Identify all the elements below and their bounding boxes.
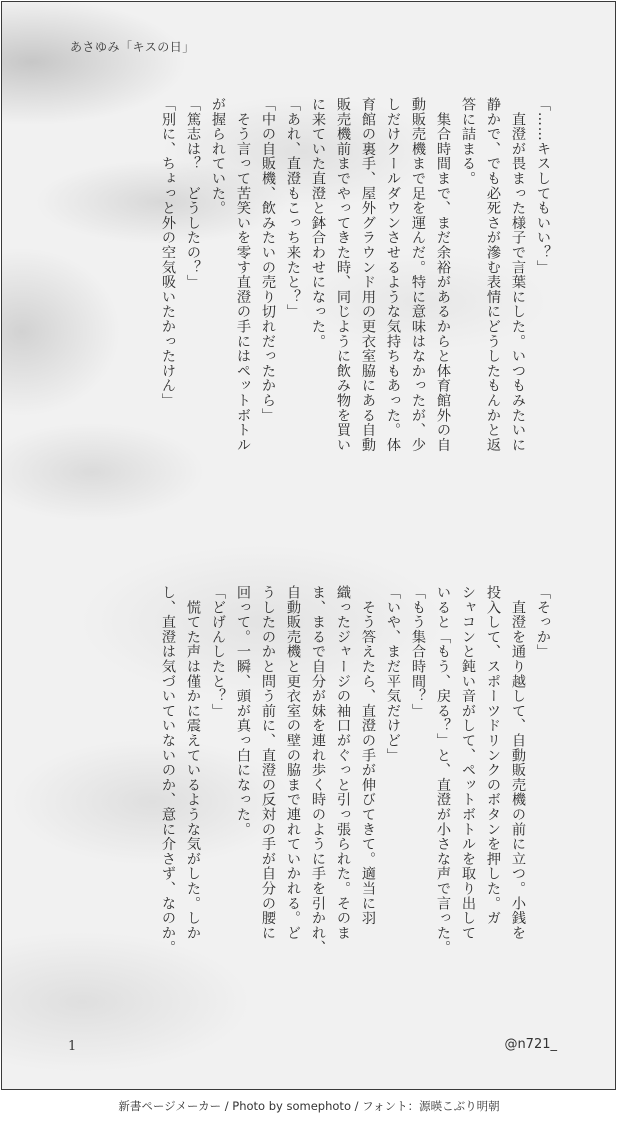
text-line: いると「もう、戻る？」と、直澄が小さな声で言った。 — [435, 585, 451, 955]
text-line: 「篤志は？ どうしたの？」 — [185, 97, 201, 290]
text-line: 集合時間まで、まだ余裕があるからと体育館外の自 — [435, 97, 451, 453]
text-line: しだけクールダウンさせるような気持ちもあった。体 — [385, 97, 401, 453]
text-line: ま、まるで自分が妹を連れ歩く時のように手を引かれ、 — [310, 585, 326, 955]
text-line: 育館の裏手、屋外グラウンド用の更衣室脇にある自動 — [360, 97, 376, 453]
text-line: そう言って苦笑いを零す直澄の手にはペットボトル — [235, 97, 251, 453]
text-line: そう答えたら、直澄の手が伸びてきて。適当に羽 — [360, 585, 376, 926]
text-line: 「いや、まだ平気だけど」 — [385, 585, 401, 763]
text-column-top — [155, 97, 555, 542]
text-line: 直澄を通り越して、自動販売機の前に立つ。小銭を — [510, 585, 526, 941]
text-line: シャコンと鈍い音がして、ペットボトルを取り出して — [460, 585, 476, 941]
page-title: あさゆみ「キスの日」 — [70, 40, 195, 54]
text-line: 織ったジャージの袖口がぐっと引っ張られた。そのま — [335, 585, 351, 941]
author-handle: @n721_ — [504, 1037, 557, 1052]
footer-credit: 新書ページメーカー / Photo by somephoto / フォント：源暎こぶり明朝 — [118, 1099, 500, 1113]
text-line: 販売機前までやってきた時、同じように飲み物を買い — [335, 97, 351, 453]
text-line: 「そっか」 — [535, 585, 551, 659]
book-page — [1, 1, 616, 1090]
text-line: 自動販売機と更衣室の壁の脇まで連れていかれる。ど — [285, 585, 301, 941]
text-line: 投入して、スポーツドリンクのボタンを押した。ガ — [485, 585, 501, 926]
text-line: うしたのかと問う前に、直澄の反対の手が自分の腰に — [260, 585, 276, 941]
text-line: 「……キスしてもいい？」 — [535, 97, 551, 275]
text-line: 「中の自販機、飲みたいの売り切れだったから」 — [260, 97, 276, 423]
text-line: し、直澄は気づいていないのか、意に介さず、なのか。 — [160, 585, 176, 955]
text-line: 「あれ、直澄もこっち来たと？」 — [285, 97, 301, 319]
text-line: 答に詰まる。 — [460, 97, 476, 186]
text-line: 直澄が畏まった様子で言葉にした。いつもみたいに — [510, 97, 526, 453]
text-column-bottom — [155, 585, 555, 1015]
text-line: に来ていた直澄と鉢合わせになった。 — [310, 97, 326, 349]
text-line: 動販売機まで足を運んだ。特に意味はなかったが、少 — [410, 97, 426, 453]
page-number: 1 — [68, 1039, 77, 1054]
text-line: が握られていた。 — [210, 97, 226, 216]
text-line: 「別に、ちょっと外の空気吸いたかったけん」 — [160, 97, 176, 408]
text-line: 「どげんしたと？」 — [210, 585, 226, 719]
text-line: 慌てた声は僅かに震えているような気がした。しか — [185, 585, 201, 941]
text-line: 静かで、でも必死さが滲む表情にどうしたもんかと返 — [485, 97, 501, 453]
text-line: 「もう集合時間？」 — [410, 585, 426, 719]
text-line: 回って。一瞬、頭が真っ白になった。 — [235, 585, 251, 837]
